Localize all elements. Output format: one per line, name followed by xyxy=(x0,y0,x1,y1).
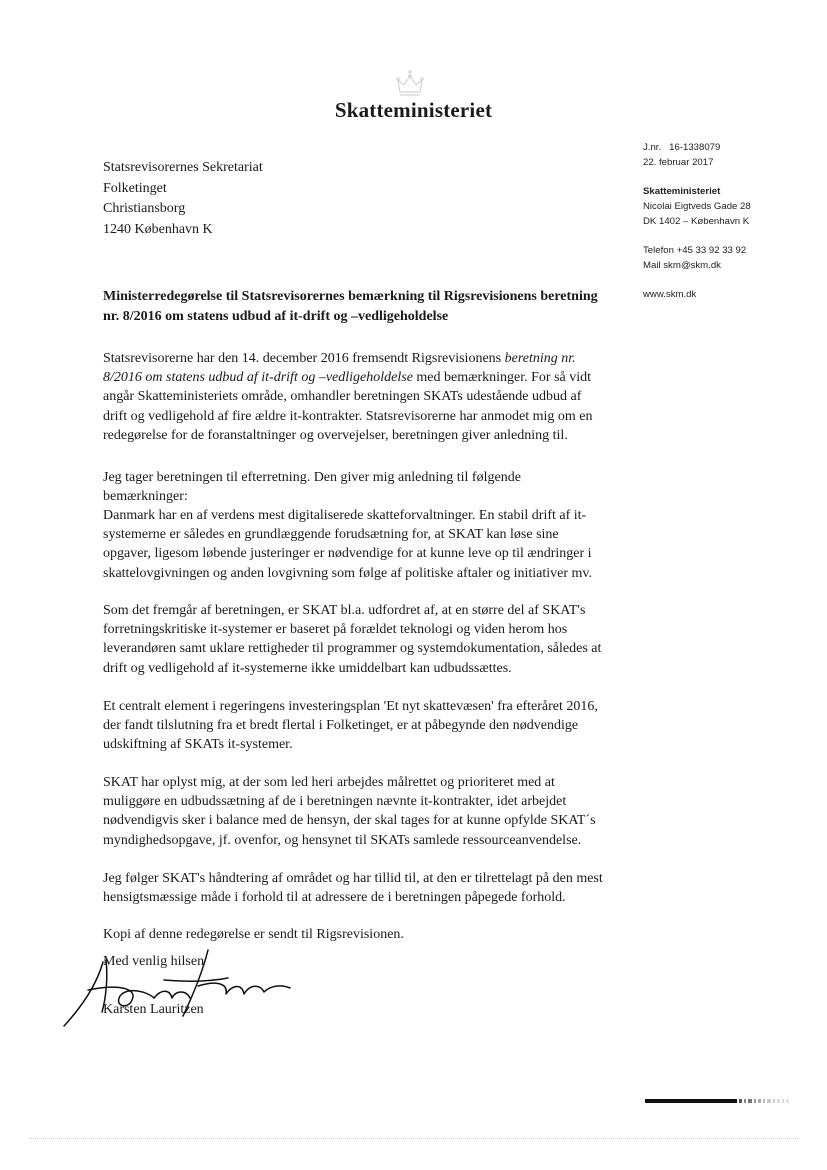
recipient-line-2: Folketinget xyxy=(103,180,167,196)
paragraph-6: SKAT har oplyst mig, at der som led heri arbejdes målrettet og prioriteret med at muliggøre en udbudssætning af de i beretningen nævnte it-kontrakter, idet arbejdet nødvendigvis sker i balance med de hensyn, der skal tages for at kunne opfylde SKAT´s myndighedsopgave, jf. ovenfor, og hensynet til SKATs samlede ressourceanvendelse. xyxy=(103,775,596,848)
letter-subject: Ministerredegørelse til Statsrevisorernes bemærkning til Rigsrevisionens beretning nr. 8/2016 om statens udbud af it-drift og –vedligeholdelse xyxy=(103,289,598,324)
recipient-line-4: 1240 København K xyxy=(103,221,213,237)
recipient-address xyxy=(103,158,263,240)
journal-value: 16-1338079 xyxy=(669,142,721,153)
sender-web: www.skm.dk xyxy=(643,289,697,300)
paragraph-4: Som det fremgår af beretningen, er SKAT bl.a. udfordret af, at en større del af SKAT's forretningskritiske it-systemer er baseret på forældet teknologi og viden herom hos leverandøren samt uklare rettigheder til programmer og systemdokumentation, således at drift og vedligehold af it-systemerne ikke umiddelbart kan udbudssættes. xyxy=(103,603,602,676)
sender-phone: Telefon +45 33 92 33 92 xyxy=(643,245,747,256)
paragraph-5: Et centralt element i regeringens investeringsplan 'Et nyt skattevæsen' fra efteråret 2016, der fandt tilslutning fra et bredt flertal i Folketinget, er at påbegynde den nødvendige udskiftning af SKATs it-systemer. xyxy=(103,699,598,753)
sender-mail: Mail skm@skm.dk xyxy=(643,260,721,271)
signer-name: Karsten Lauritzen xyxy=(103,1002,204,1017)
paragraph-1-start: Statsrevisorerne har den 14. december 2016 fremsendt Rigsrevisionens xyxy=(103,351,505,366)
recipient-line-1: Statsrevisorernes Sekretariat xyxy=(103,160,263,175)
sender-info xyxy=(643,140,823,302)
page-bottom-rule xyxy=(30,1138,800,1139)
paragraph-7: Jeg følger SKAT's håndtering af området og har tillid til, at den er tilrettelagt på den mest hensigtsmæssige måde i forhold til at adressere de i beretningen påpegede forhold. xyxy=(103,871,603,906)
closing-phrase: Med venlig hilsen xyxy=(103,954,205,969)
paragraph-3: Danmark har en af verdens mest digitaliserede skatteforvaltninger. En stabil drift af it-systemerne er således en grundlæggende forudsætning for, at SKAT kan løse sine opgaver, ligesom løbende justeringer er nødvendige for at kunne leve op til ændringer i skattelovgivningen og anden lovgivning som følge af politiske aftaler og initiativer mv. xyxy=(103,508,592,581)
paragraph-8: Kopi af denne redegørelse er sendt til Rigsrevisionen. xyxy=(103,927,404,942)
ministry-name: Skatteministeriet xyxy=(334,98,493,122)
sender-city: DK 1402 – København K xyxy=(643,216,750,227)
barcode-icon xyxy=(645,1098,795,1104)
signature-icon xyxy=(58,940,298,1032)
paragraph-1 xyxy=(103,349,608,445)
paragraph-1-end: med bemærkninger. For så vidt angår Skatteministeriets område, omhandler beretningen SKATs udestående udbud af drift og vedligehold af fire ældre it-kontrakter. Statsrevisorerne har anmodet mig om en redegørelse for de foranstaltninger og overvejelser, beretningen giver anledning til. xyxy=(103,370,593,443)
paragraph-2: Jeg tager beretningen til efterretning. Den giver mig anledning til følgende bemærkninger: xyxy=(103,470,521,505)
sender-street: Nicolai Eigtveds Gade 28 xyxy=(643,201,751,212)
letter-date: 22. februar 2017 xyxy=(643,157,714,168)
recipient-line-3: Christiansborg xyxy=(103,201,186,216)
journal-number xyxy=(643,140,823,155)
sender-org: Skatteministeriet xyxy=(643,186,721,197)
journal-label: J.nr. xyxy=(643,142,662,153)
crown-icon xyxy=(393,68,427,98)
report-title: beretning nr. 8/2016 om statens udbud af it-drift og –vedligeholdelse xyxy=(103,351,576,386)
